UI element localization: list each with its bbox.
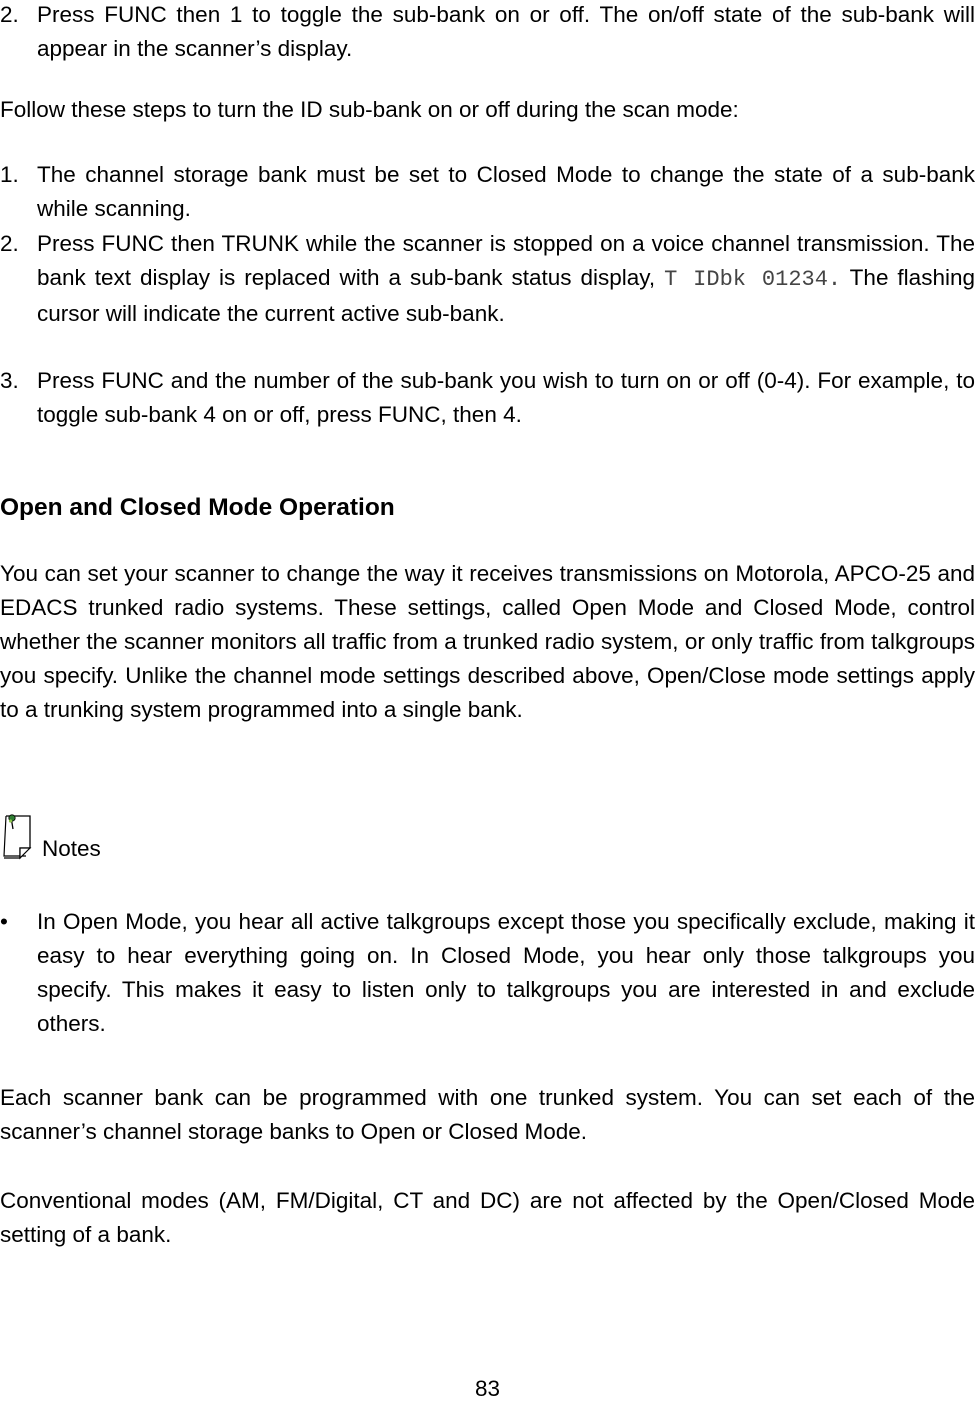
step-text-after: The flashing cursor will indicate the current active sub-bank. <box>37 265 975 326</box>
bullet-mark: • <box>0 909 8 934</box>
step-text: Press FUNC and the number of the sub-bank you wish to turn on or off (0-4). For example, to toggle sub-bank 4 on or off, press FUNC, then 4. <box>37 368 975 427</box>
step-text-before: Press FUNC then TRUNK while the scanner is stopped on a voice channel transmission. The bank text display is replaced with a sub-bank status display, <box>37 231 975 290</box>
conventional-paragraph: Conventional modes (AM, FM/Digital, CT and DC) are not affected by the Open/Closed Mode setting of a bank. <box>0 1188 975 1247</box>
step-text: Press FUNC then 1 to toggle the sub-bank on or off. The on/off state of the sub-bank will appear in the scanner’s display. <box>37 2 975 61</box>
bullet-text: In Open Mode, you hear all active talkgroups except those you specifically exclude, making it easy to hear everything going on. In Closed Mode, you hear only those talkgroups you specify. This makes it easy to listen only to talkgroups you are interested in and exclude others. <box>37 909 975 1036</box>
scanner-display-text: T IDbk 01234. <box>664 267 842 292</box>
page-number: 83 <box>474 1376 501 1401</box>
scan-step-1 <box>0 158 975 226</box>
step-text: The channel storage bank must be set to Closed Mode to change the state of a sub-bank while scanning. <box>37 162 975 221</box>
step-text <box>37 227 975 331</box>
open-closed-paragraph: You can set your scanner to change the way it receives transmissions on Motorola, APCO-25 and EDACS trunked radio systems. These settings, called Open Mode and Closed Mode, control whether the scanner monitors all traffic from a trunked radio system, or only traffic from talkgroups you specify. Unlike the channel mode settings described above, Open/Close mode settings apply to a trunking system programmed into a single bank. <box>0 561 975 722</box>
step-2-toggle <box>0 0 975 66</box>
scan-step-3 <box>0 364 975 432</box>
step-number: 3. <box>0 368 19 393</box>
step-number: 2. <box>0 231 19 256</box>
notes-bullet <box>0 905 975 1041</box>
note-icon <box>0 812 34 860</box>
notes-label: Notes <box>42 836 101 861</box>
step-number: 2. <box>0 2 19 27</box>
scan-intro-paragraph: Follow these steps to turn the ID sub-bank on or off during the scan mode: <box>0 97 739 122</box>
step-number: 1. <box>0 162 19 187</box>
scan-step-2 <box>0 227 975 331</box>
section-heading: Open and Closed Mode Operation <box>0 494 395 521</box>
bank-paragraph: Each scanner bank can be programmed with one trunked system. You can set each of the scanner’s channel storage banks to Open or Closed Mode. <box>0 1085 975 1144</box>
notes-callout <box>0 812 101 860</box>
